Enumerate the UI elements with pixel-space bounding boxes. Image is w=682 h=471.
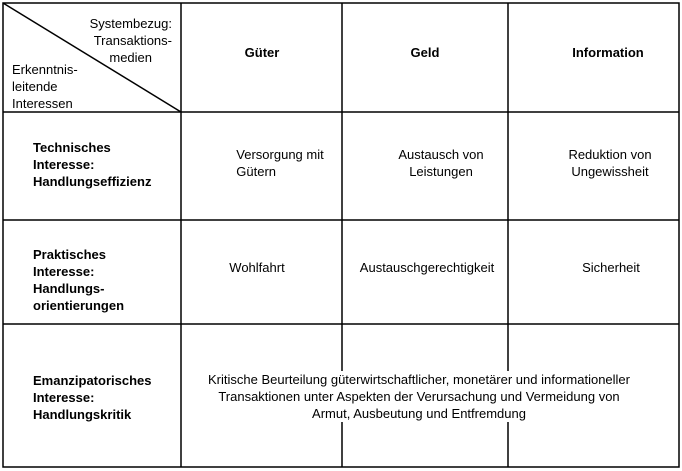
cell-line: Versorgung mit <box>236 147 324 162</box>
corner-line: Systembezug: <box>89 16 172 31</box>
row-label-technisches-interesse <box>33 139 151 190</box>
cell-austausch <box>398 146 483 180</box>
corner-line: leitende <box>12 79 58 94</box>
corner-line: medien <box>109 50 152 65</box>
cell-wohlfahrt: Wohlfahrt <box>229 260 285 275</box>
merged-line: Kritische Beurteilung güterwirtschaftlicher, monetärer und informationeller <box>208 372 630 387</box>
row-label-line: Technisches <box>33 140 111 155</box>
row-label-line: Handlungskritik <box>33 407 132 422</box>
cell-austauschgerechtigkeit: Austauschgerechtigkeit <box>359 260 495 275</box>
cell-line: Reduktion von <box>568 147 652 162</box>
cell-line: Gütern <box>236 164 277 179</box>
cell-line: Leistungen <box>409 164 473 179</box>
cell-versorgung <box>236 146 323 180</box>
corner-bottom-left-label <box>12 61 78 112</box>
row-label-line: Interesse: <box>33 390 95 405</box>
corner-line: Transaktions- <box>93 33 172 48</box>
row-label-line: Interesse: <box>33 157 95 172</box>
corner-top-right-label <box>90 15 172 66</box>
column-header-gueter: Güter <box>244 45 280 60</box>
row-label-line: Handlungs- <box>33 281 105 296</box>
row-label-line: orientierungen <box>33 298 125 313</box>
row-label-line: Interesse: <box>33 264 95 279</box>
row-label-line: Praktisches <box>33 247 106 262</box>
cell-line: Austausch von <box>398 147 484 162</box>
cell-sicherheit: Sicherheit <box>582 260 640 275</box>
corner-line: Interessen <box>12 96 73 111</box>
merged-cell-kritische-beurteilung <box>206 371 632 422</box>
column-header-information: Information <box>572 45 644 60</box>
merged-line: Transaktionen unter Aspekten der Verursachung und Vermeidung von <box>218 389 620 404</box>
cell-reduktion <box>568 146 651 180</box>
cell-line: Ungewissheit <box>571 164 649 179</box>
column-header-geld: Geld <box>410 45 440 60</box>
row-label-praktisches-interesse <box>33 246 124 314</box>
merged-line: Armut, Ausbeutung und Entfremdung <box>312 406 526 421</box>
row-label-emanzipatorisches-interesse <box>33 372 152 423</box>
row-label-line: Handlungseffizienz <box>33 174 152 189</box>
corner-line: Erkenntnis- <box>12 62 78 77</box>
row-label-line: Emanzipatorisches <box>33 373 152 388</box>
